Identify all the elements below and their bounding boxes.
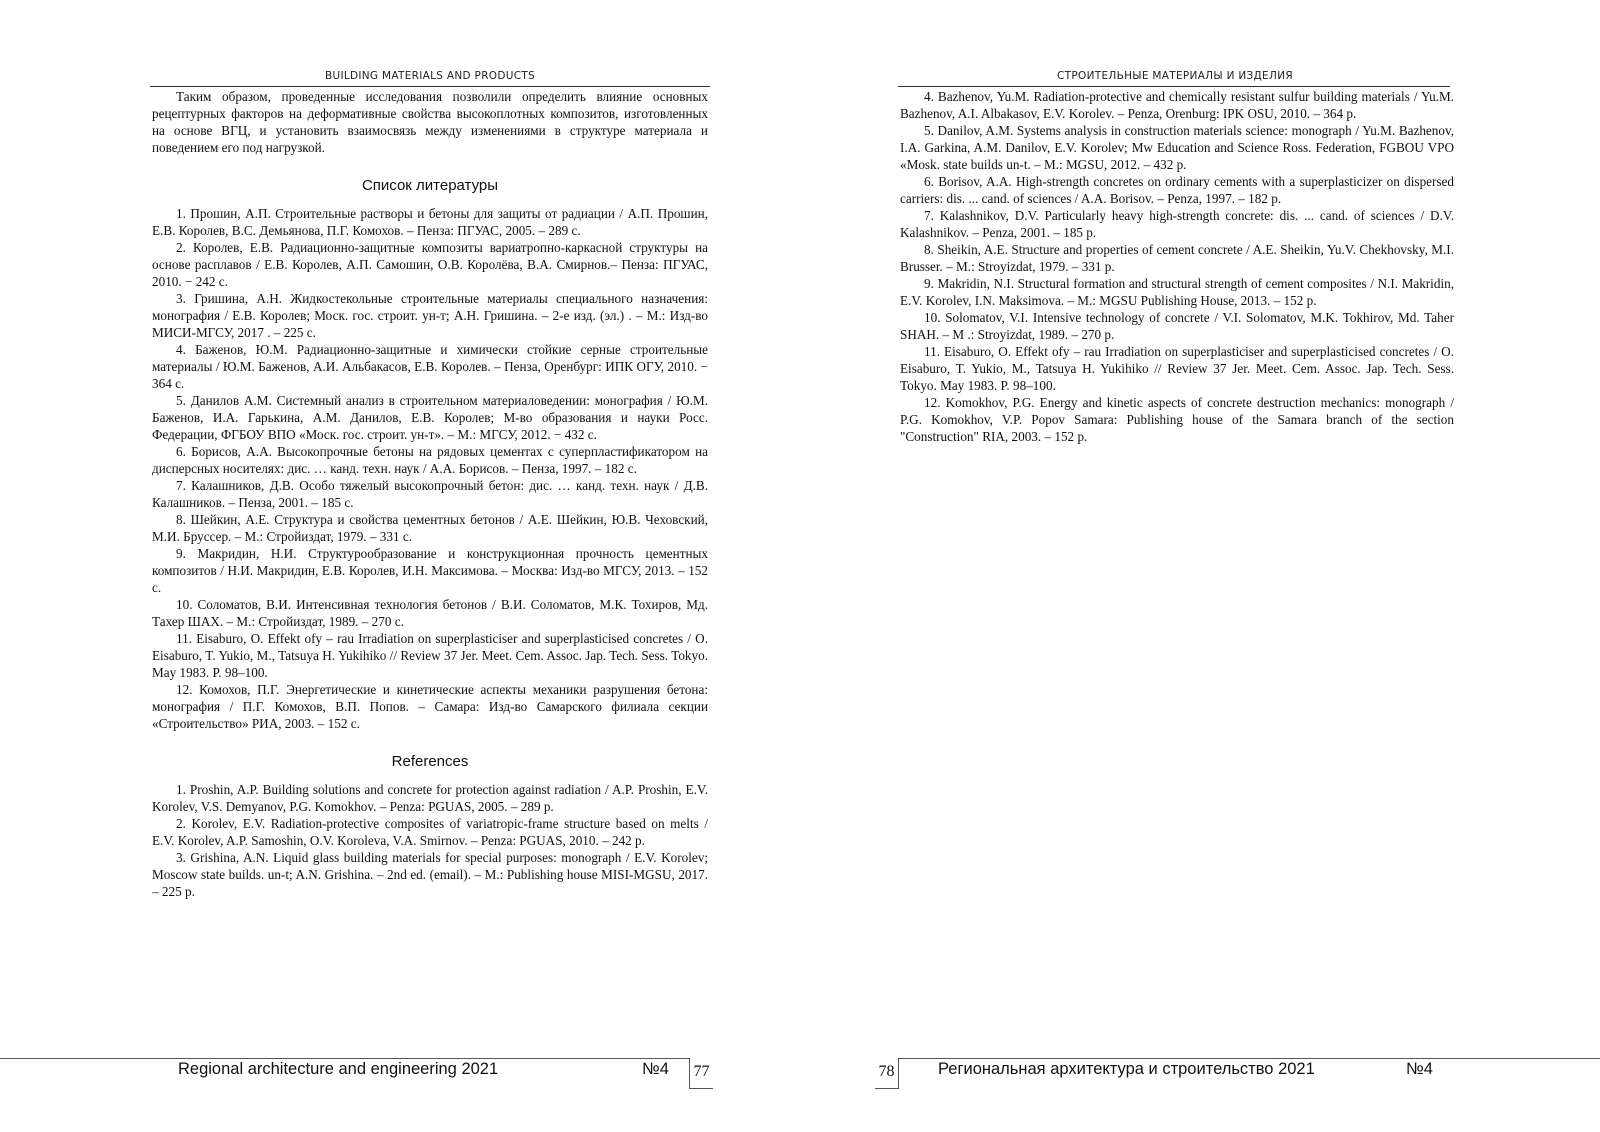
reference-item: 6. Borisov, A.A. High-strength concretes on ordinary cements with a superplasticizer on dispersed carriers: dis. ... cand. of sciences / A.A. Borisov. – Penza, 1997. – 182 p. <box>900 174 1454 206</box>
header-rule <box>898 86 1450 87</box>
en-reference-list <box>900 88 1454 445</box>
footer-journal-title: Региональная архитектура и строительство 2021 <box>938 1060 1315 1078</box>
right-page <box>800 0 1600 1132</box>
reference-item: 4. Bazhenov, Yu.M. Radiation-protective and chemically resistant sulfur building materials / Yu.M. Bazhenov, A.I. Albakasov, E.V. Korolev. – Penza, Orenburg: IPK OSU, 2010. – 364 p. <box>900 89 1454 121</box>
reference-item: 7. Калашников, Д.В. Особо тяжелый высокопрочный бетон: дис. … канд. техн. наук / Д.В. Калашников. – Пенза, 2001. – 185 с. <box>152 478 708 510</box>
reference-item: 1. Proshin, A.P. Building solutions and concrete for protection against radiation / A.P. Proshin, E.V. Korolev, V.S. Demyanov, P.G. Komokhov. – Penza: PGUAS, 2005. – 289 p. <box>152 782 708 814</box>
en-reference-list <box>152 781 708 900</box>
header-rule <box>150 86 710 87</box>
intro-paragraph: Таким образом, проведенные исследования позволили определить влияние основных рецептурных факторов на деформативные свойства высокоплотных композитов, изготовленных на основе ВГЦ, и установить взаимосвязь между изменениями в структуре материала и поведением его под нагрузкой. <box>152 89 708 155</box>
footer-journal-title: Regional architecture and engineering 2021 <box>178 1060 499 1078</box>
section-title-ru-references: Список литературы <box>361 177 499 194</box>
reference-item: 8. Sheikin, A.E. Structure and properties of cement concrete / A.E. Sheikin, Yu.V. Chekhovsky, M.I. Brusser. – M.: Stroyizdat, 1979. – 331 p. <box>900 242 1454 274</box>
section-title-en-references: References <box>391 753 469 770</box>
reference-item: 7. Kalashnikov, D.V. Particularly heavy high-strength concrete: dis. ... cand. of sciences / D.V. Kalashnikov. – Penza, 2001. – 185 p. <box>900 208 1454 240</box>
reference-item: 8. Шейкин, А.Е. Структура и свойства цементных бетонов / А.Е. Шейкин, Ю.В. Чеховский, М.И. Бруссер. – М.: Стройиздат, 1979. – 331 с. <box>152 512 708 544</box>
reference-item: 9. Makridin, N.I. Structural formation and structural strength of cement composites / N.I. Makridin, E.V. Korolev, I.N. Maksimova. – M.: MGSU Publishing House, 2013. – 152 p. <box>900 276 1454 308</box>
reference-item: 2. Korolev, E.V. Radiation-protective composites of variatropic-frame structure based on melts / E.V. Korolev, A.P. Samoshin, O.V. Koroleva, V.A. Smirnov. – Penza: PGUAS, 2010. – 242 p. <box>152 816 708 848</box>
reference-item: 1. Прошин, А.П. Строительные растворы и бетоны для защиты от радиации / А.П. Прошин, Е.В. Королев, В.С. Демьянова, П.Г. Комохов. – Пенза: ПГУАС, 2005. – 289 с. <box>152 206 708 238</box>
footer-issue-number: №4 <box>1406 1060 1433 1078</box>
reference-item: 5. Данилов А.М. Системный анализ в строительном материаловедении: монография / Ю.М. Баженов, И.А. Гарькина, А.М. Данилов, Е.В. Королев; М-во образования и науки Росс. Федерации, ФГБОУ ВПО «Моск. гос. строит. ун-т». – М.: МГСУ, 2012. − 432 с. <box>152 393 708 442</box>
reference-item: 6. Борисов, А.А. Высокопрочные бетоны на рядовых цементах с суперпластификатором на дисперсных носителях: дис. … канд. техн. наук / А.А. Борисов. – Пенза, 1997. – 182 с. <box>152 444 708 476</box>
reference-item: 10. Соломатов, В.И. Интенсивная технология бетонов / В.И. Соломатов, М.К. Тохиров, Мд. Тахер ШАХ. – М.: Стройиздат, 1989. – 270 с. <box>152 597 708 629</box>
reference-item: 11. Eisaburo, O. Effekt ofy – rau Irradiation on superplasticiser and superplasticised concretes / O. Eisaburo, T. Yukio, M., Tatsuya H. Yukihiko // Review 37 Jer. Meet. Cem. Assoc. Jap. Tech. Sess. Tokyo. May 1983. P. 98–100. <box>900 344 1454 393</box>
reference-item: 11. Eisaburo, O. Effekt ofy – rau Irradiation on superplasticiser and superplasticised concretes / O. Eisaburo, T. Yukio, M., Tatsuya H. Yukihiko // Review 37 Jer. Meet. Cem. Assoc. Jap. Tech. Sess. Tokyo. May 1983. P. 98–100. <box>152 631 708 680</box>
reference-item: 5. Danilov, A.M. Systems analysis in construction materials science: monograph / Yu.M. Bazhenov, I.A. Garkina, A.M. Danilov, E.V. Korolev; Mw Education and Science Ross. Federation, FGBOU VPO «Mosk. state builds un-t. – M.: MGSU, 2012. – 432 p. <box>900 123 1454 172</box>
running-header: BUILDING MATERIALS AND PRODUCTS <box>324 70 536 82</box>
page-number: 78 <box>875 1058 899 1089</box>
reference-item: 3. Grishina, A.N. Liquid glass building materials for special purposes: monograph / E.V. Korolev; Moscow state builds. un-t; A.N. Grishina. – 2nd ed. (email). – M.: Publishing house MISI-MGSU, 2017. – 225 p. <box>152 850 708 899</box>
footer-issue-number: №4 <box>642 1060 669 1078</box>
reference-item: 12. Komokhov, P.G. Energy and kinetic aspects of concrete destruction mechanics: monograph / P.G. Komokhov, V.P. Popov Samara: Publishing house of the Samara branch of the section "Construction" RIA, 2003. – 152 p. <box>900 395 1454 444</box>
text-column <box>152 88 708 900</box>
running-header: СТРОИТЕЛЬНЫЕ МАТЕРИАЛЫ И ИЗДЕЛИЯ <box>1057 70 1293 82</box>
reference-item: 10. Solomatov, V.I. Intensive technology of concrete / V.I. Solomatov, M.K. Tokhirov, Md. Taher SHAH. – M .: Stroyizdat, 1989. – 270 p. <box>900 310 1454 342</box>
ru-reference-list <box>152 205 708 732</box>
reference-item: 9. Макридин, Н.И. Структурообразование и конструкционная прочность цементных композитов / Н.И. Макридин, Е.В. Королев, И.Н. Максимова. – Москва: Изд-во МГСУ, 2013. – 152 с. <box>152 546 708 595</box>
footer-rule <box>898 1058 1600 1059</box>
footer-rule <box>0 1058 690 1059</box>
text-column <box>900 88 1454 445</box>
reference-item: 3. Гришина, А.Н. Жидкостекольные строительные материалы специального назначения: монография / Е.В. Королев; Моск. гос. строит. ун-т; А.Н. Гришина. – 2-е изд. (эл.) . – М.: Изд-во МИСИ-МГСУ, 2017 . – 225 с. <box>152 291 708 340</box>
reference-item: 4. Баженов, Ю.М. Радиационно-защитные и химически стойкие серные строительные материалы / Ю.М. Баженов, А.И. Альбакасов, Е.В. Королев. – Пенза, Оренбург: ИПК ОГУ, 2010. − 364 с. <box>152 342 708 391</box>
reference-item: 2. Королев, Е.В. Радиационно-защитные композиты вариатропно-каркасной структуры на основе расплавов / Е.В. Королев, А.П. Самошин, О.В. Королёва, В.А. Смирнов.– Пенза: ПГУАС, 2010. − 242 с. <box>152 240 708 289</box>
reference-item: 12. Комохов, П.Г. Энергетические и кинетические аспекты механики разрушения бетона: монография / П.Г. Комохов, В.П. Попов. – Самара: Изд-во Самарского филиала секции «Строительство» РИА, 2003. – 152 с. <box>152 682 708 731</box>
page-number: 77 <box>689 1058 713 1089</box>
